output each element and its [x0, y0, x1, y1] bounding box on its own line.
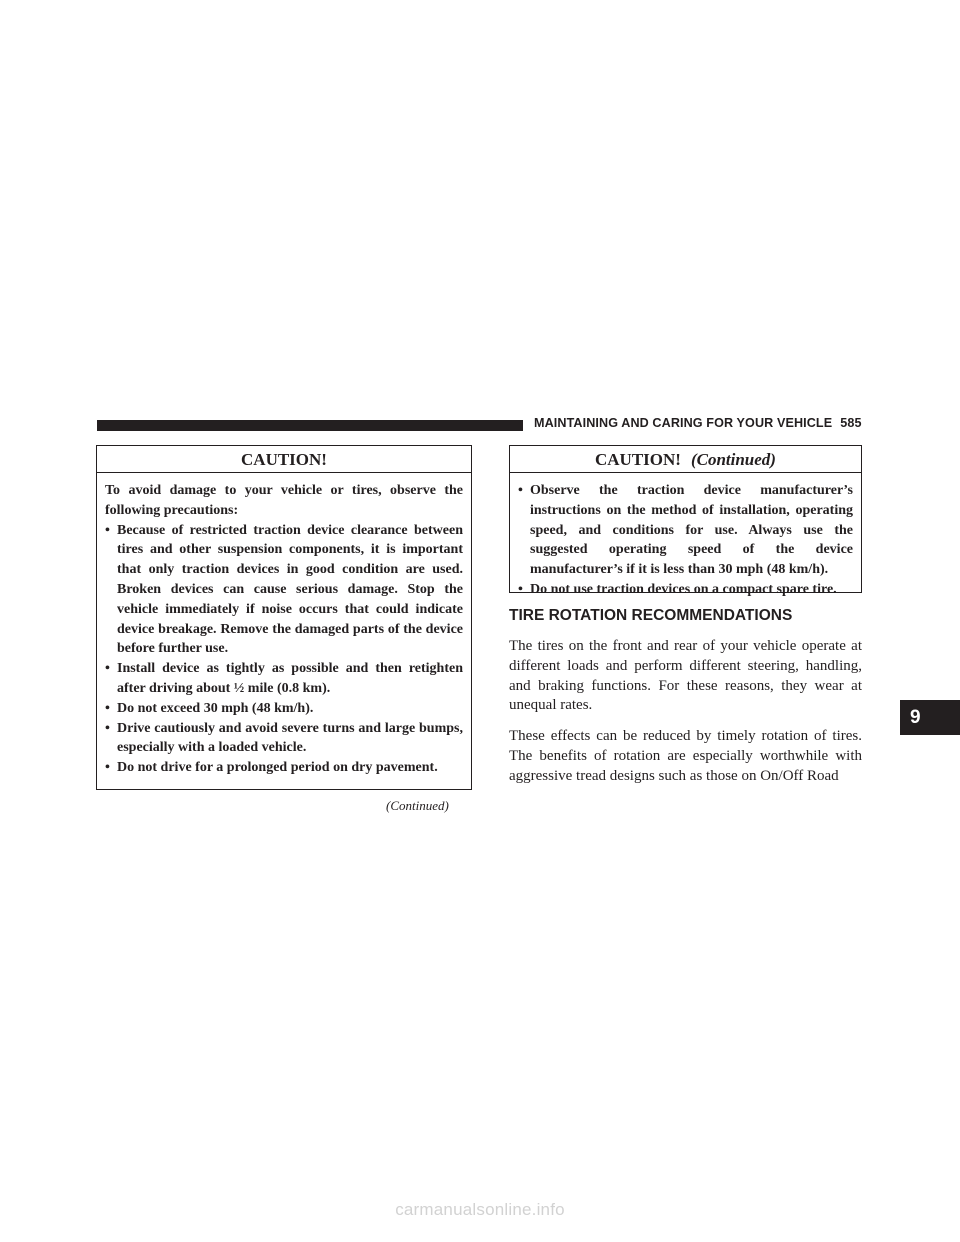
caution-list [105, 521, 463, 778]
bullet-icon: • [518, 483, 523, 498]
bullet-icon: • [518, 581, 523, 597]
caution-box-left [96, 445, 472, 790]
continued-label: (Continued) [386, 798, 449, 813]
watermark-text: carmanualsonline.info [395, 1200, 565, 1219]
list-item: • Do not drive for a prolonged period on dry pavement. [105, 758, 463, 778]
caution-box-right [509, 445, 862, 597]
list-item: • Drive cautiously and avoid severe turns and large bumps, especially with a loaded vehicle. [105, 720, 463, 756]
caution-body [97, 473, 471, 784]
section-heading: TIRE ROTATION RECOMMENDATIONS [509, 607, 793, 624]
caution-title-continued: (Continued) [690, 450, 776, 469]
caution-intro: To avoid damage to your vehicle or tires, observe the following precautions: [105, 483, 463, 518]
bullet-icon: • [105, 522, 110, 538]
header-rule [97, 420, 523, 431]
list-item: • Because of restricted traction device clearance between tires and other suspension components, it is important that only traction devices in good condition are used. Broken devices can cause serious damage. Stop the vehicle immediately if noise occurs that could indicate device breakage. Remove the damaged parts of the device before further use. [105, 522, 463, 657]
caution-title [510, 446, 861, 473]
bullet-icon: • [105, 661, 110, 677]
bullet-icon: • [105, 760, 110, 776]
chapter-tab: 9 [900, 700, 960, 735]
caution-list [518, 481, 853, 600]
list-item: • Do not exceed 30 mph (48 km/h). [105, 699, 463, 719]
bullet-icon: • [105, 700, 110, 716]
list-item: • Install device as tightly as possible and then retighten after driving about ½ mile (0.8 km). [105, 661, 463, 696]
body-paragraph: These effects can be reduced by timely rotation of tires. The benefits of rotation are especially worthwhile with aggressive tread designs such as those on On/Off Road [509, 728, 862, 784]
caution-title: CAUTION! [97, 446, 471, 473]
bullet-icon: • [105, 720, 110, 736]
running-head-title: MAINTAINING AND CARING FOR YOUR VEHICLE [534, 416, 833, 430]
page-number: 585 [840, 416, 862, 430]
running-head [534, 416, 862, 430]
caution-title-text: CAUTION! [595, 450, 681, 469]
caution-body [510, 473, 861, 606]
body-paragraph: The tires on the front and rear of your vehicle operate at different loads and perform different steering, handling, and braking functions. For these reasons, they wear at unequal rates. [509, 638, 862, 714]
list-item: • Observe the traction device manufacturer’s instructions on the method of installation, operating speed, and conditions for use. Always use the suggested operating speed of the device manufacturer’s if it is less than 30 mph (48 km/h). [518, 483, 853, 578]
list-item: • Do not use traction devices on a compact spare tire. [518, 580, 853, 600]
